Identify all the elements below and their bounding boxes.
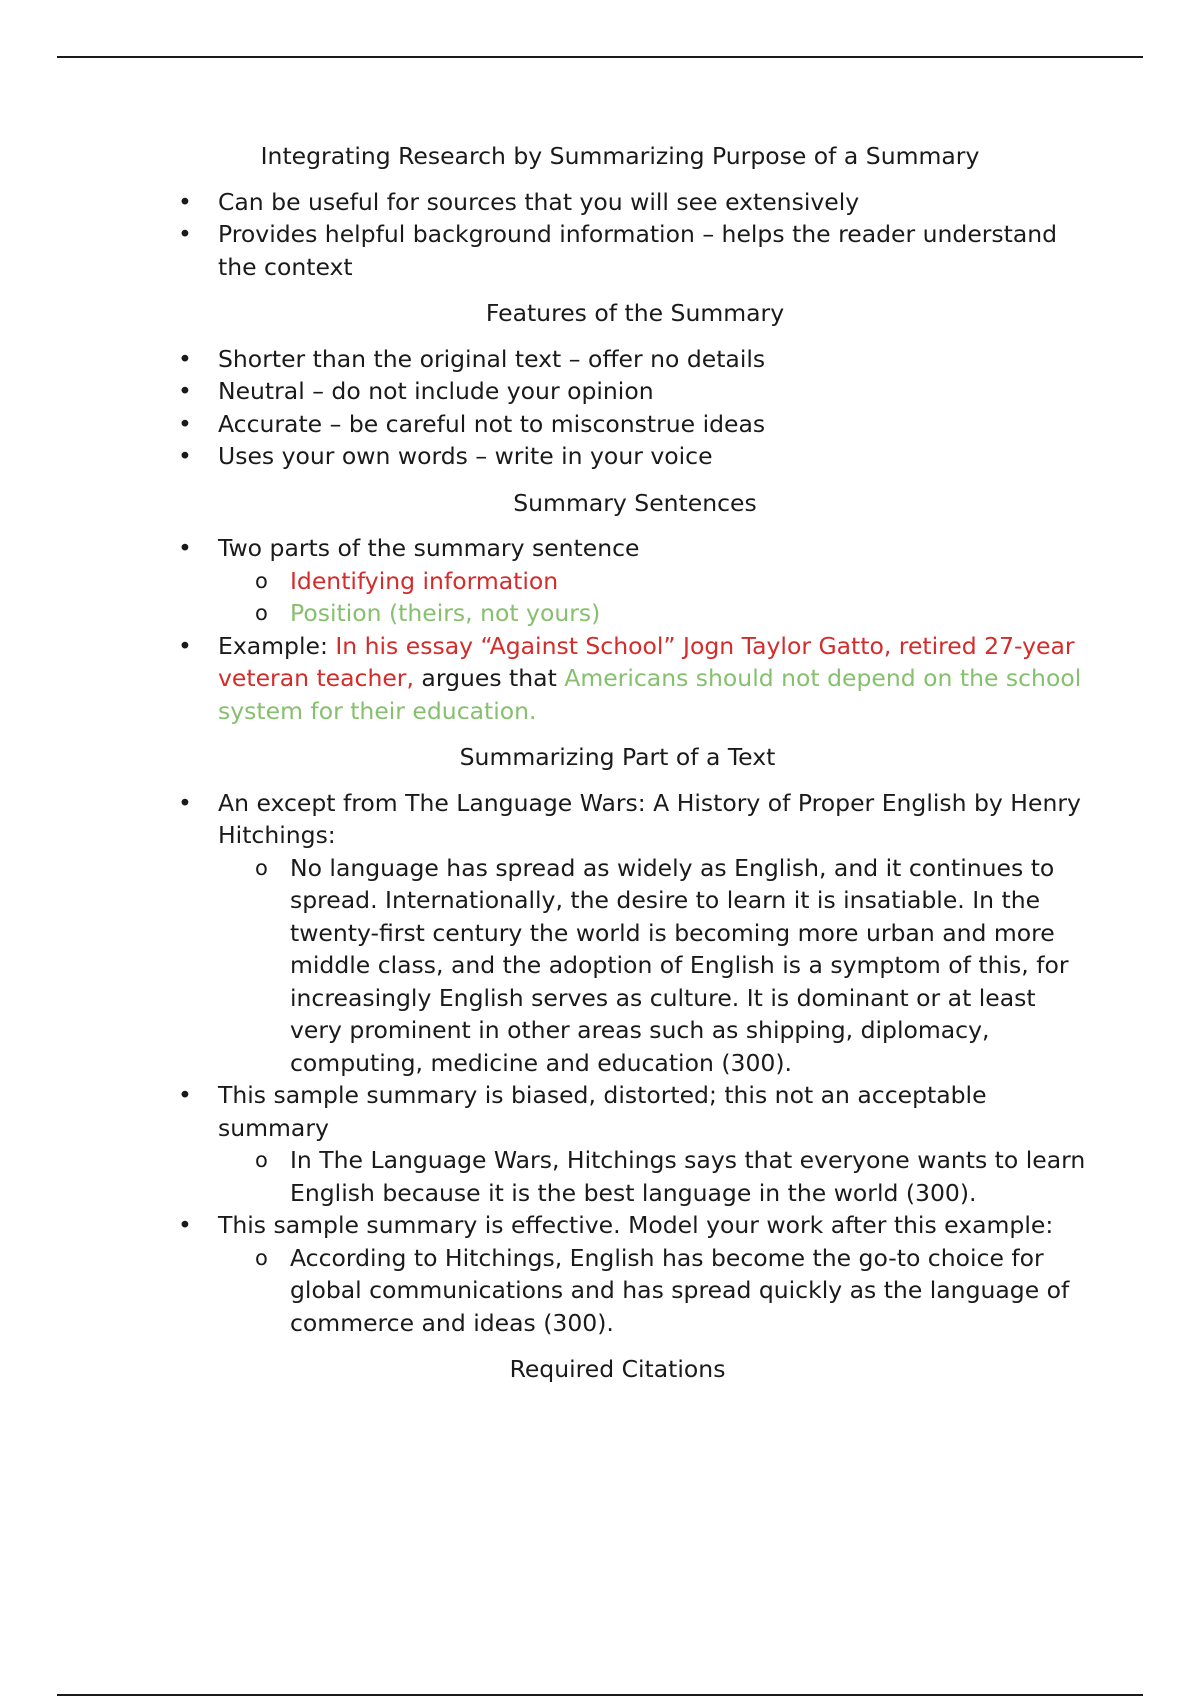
section-heading-citations: Required Citations [509, 1355, 726, 1383]
sub-list-item: o Identifying information [218, 565, 1090, 598]
document-body [0, 140, 1200, 1386]
features-list [0, 343, 1200, 473]
sub-bullet-icon: o [255, 1245, 268, 1270]
sub-bullet-icon: o [255, 568, 268, 593]
bullet-icon: • [178, 344, 192, 373]
sub-bullet-icon: o [255, 601, 268, 625]
list-item-example: • Example: In his essay “Against School” Jogn Taylor Gatto, retired 27-year veteran teacher, argues that Americans should not depend on the school system for their education. [178, 631, 1082, 725]
list-item: • Accurate – be careful not to misconstrue ideas [0, 408, 1200, 441]
sub-list [218, 1242, 1090, 1340]
bullet-icon: • [178, 788, 192, 817]
bullet-icon: • [178, 409, 192, 438]
bullet-icon: • [178, 1081, 192, 1109]
sub-list-item: o In The Language Wars, Hitchings says that everyone wants to learn English because it is the best language in the world (300). [255, 1146, 1086, 1207]
sub-list-item: o According to Hitchings, English has become the go-to choice for global communications and has spread quickly as the language of commerce and ideas (300). [255, 1243, 1070, 1337]
sub-list [218, 852, 1090, 1080]
sub-list [218, 565, 1090, 630]
section-heading-sentences: Summary Sentences [513, 488, 757, 517]
list-item: • This sample summary is effective. Model your work after this example: o According to Hitchings, English has become the go-to choice for global communications and has spread quickly as the language of commerce and ideas (300). [0, 1209, 1200, 1339]
bullet-icon: • [178, 534, 192, 562]
list-item: • Two parts of the summary sentence o Identifying information o Position (theirs, not yours) [0, 532, 1200, 630]
list-item: • Provides helpful background information – helps the reader understand the context [178, 220, 1058, 281]
sub-list [218, 1144, 1090, 1209]
section-heading-features: Features of the Summary [485, 299, 785, 327]
bullet-icon: • [178, 1211, 192, 1239]
purpose-list [0, 186, 1200, 284]
sub-bullet-icon: o [255, 855, 268, 880]
page-title: Integrating Research by Summarizing Purpose of a Summary [260, 142, 980, 170]
bullet-icon: • [178, 631, 192, 660]
bullet-icon: • [178, 377, 192, 405]
sub-bullet-icon: o [255, 1148, 268, 1172]
sub-list-item: o No language has spread as widely as English, and it continues to spread. Internationally, the desire to learn it is insatiable. In the twenty-first century the world is becoming more urban and more middle class, and the adoption of English is a symptom of this, for increasingly English serves as culture. It is dominant or at least very prominent in other areas such as shipping, diplomacy, computing, medicine and education (300). [255, 853, 1069, 1077]
list-item: • An except from The Language Wars: A History of Proper English by Henry Hitchings: o No language has spread as widely as English, and it continues to spread. Internationally, the desire to learn it is insatiable. In the twenty-first century the world is becoming more urban and more middle class, and the adoption of English is a symptom of this, for increasingly English serves as culture. It is dominant or at least very prominent in other areas such as shipping, diplomacy, computing, medicine and education (300). [0, 787, 1200, 1080]
list-item: • Neutral – do not include your opinion [0, 375, 1200, 408]
bullet-icon: • [178, 442, 192, 470]
sub-list-item: o Position (theirs, not yours) [218, 597, 1090, 630]
list-item: • This sample summary is biased, distorted; this not an acceptable summary o In The Language Wars, Hitchings says that everyone wants to learn English because it is the best language in the world (300). [0, 1079, 1200, 1209]
list-item: • Uses your own words – write in your voice [0, 440, 1200, 473]
part-list [0, 787, 1200, 1340]
bullet-icon: • [178, 220, 192, 248]
section-heading-part: Summarizing Part of a Text [459, 743, 776, 771]
sentences-list [0, 532, 1200, 727]
top-rule [57, 56, 1143, 58]
bottom-rule [57, 1694, 1143, 1696]
bullet-icon: • [178, 187, 192, 216]
list-item: • Shorter than the original text – offer no details [0, 343, 1200, 376]
list-item: • Can be useful for sources that you will see extensively [0, 186, 1200, 219]
